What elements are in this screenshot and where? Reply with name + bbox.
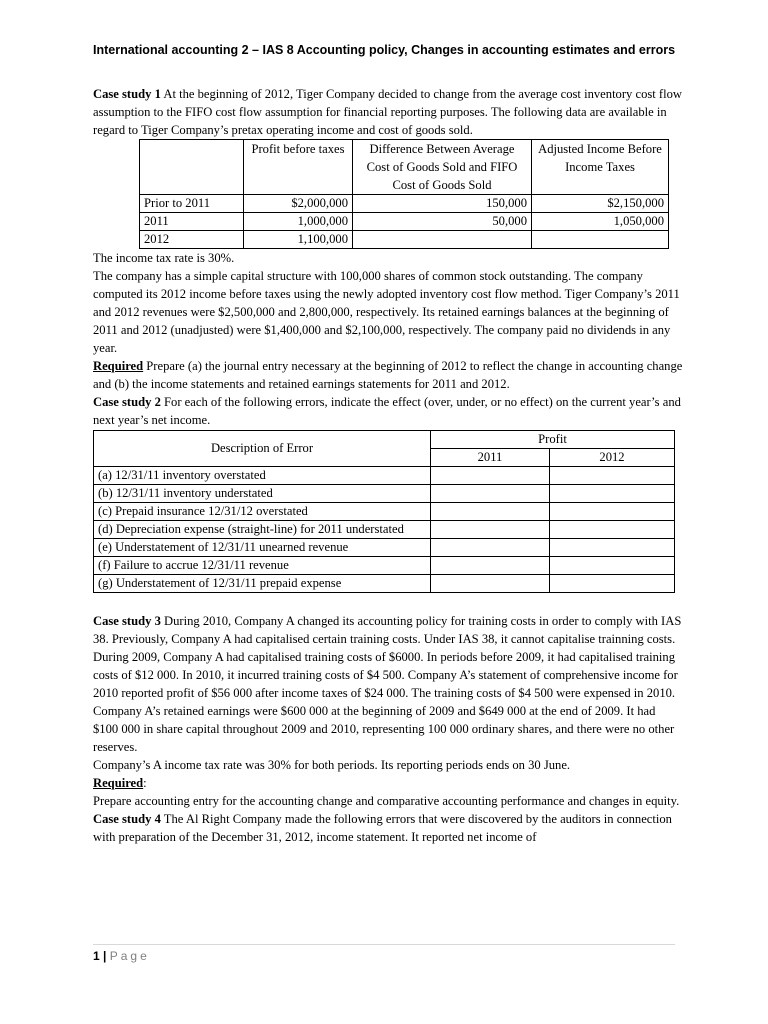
footer-divider: [93, 944, 675, 945]
required-label: Required: [93, 359, 144, 373]
answer-cell: [431, 539, 550, 557]
answer-cell: [431, 467, 550, 485]
table-header-row: [94, 431, 675, 449]
table-row: [140, 195, 669, 213]
case1-intro: Case study 1 At the beginning of 2012, Tiger Company decided to change from the average cost inventory cost flow assumption to the FIFO cost flow assumption for financial reporting purposes. The following data are available in regard to Tiger Company’s pretax operating income and cost of goods sold.: [93, 87, 683, 137]
table-row: [140, 213, 669, 231]
case3-paragraph: During 2009, Company A had capitalised training costs of $6000. In periods before 2009, it had capitalised training costs of $12 000. In 2010, it incurred training costs of $4 500. Company A’s statement of comprehensive income for 2010 reported profit of $56 000 after income taxes of $24 000. The training costs of $4 500 were expensed in 2010.: [93, 650, 678, 700]
case1-required: Required Prepare (a) the journal entry necessary at the beginning of 2012 to reflect the change in accounting change and (b) the income statements and retained earnings statements for 2011 and 2012.: [93, 359, 683, 391]
table-cell: (c) Prepaid insurance 12/31/12 overstated: [94, 503, 431, 521]
answer-cell: [550, 575, 675, 593]
table-header-cell: Difference Between Average Cost of Goods Sold and FIFO Cost of Goods Sold: [353, 140, 532, 195]
table-cell: [353, 231, 532, 249]
answer-cell: [550, 557, 675, 575]
year-header: 2012: [550, 449, 675, 467]
case4-heading: Case study 4: [93, 812, 161, 826]
answer-cell: [431, 557, 550, 575]
table-header-cell: [140, 140, 244, 195]
page-footer: [93, 948, 150, 964]
case1-tax-rate: The income tax rate is 30%.: [93, 251, 235, 265]
table-row: [94, 539, 675, 557]
answer-cell: [431, 485, 550, 503]
spacer: [93, 593, 683, 612]
answer-cell: [431, 575, 550, 593]
case2-intro: Case study 2 For each of the following errors, indicate the effect (over, under, or no effect) on the current year’s and next year’s net income.: [93, 395, 681, 427]
case3-required-heading: Required:: [93, 776, 147, 790]
answer-cell: [550, 467, 675, 485]
table-cell: (b) 12/31/11 inventory understated: [94, 485, 431, 503]
table-row: [94, 557, 675, 575]
case1-details: The company has a simple capital structure with 100,000 shares of common stock outstanding. The company computed its 2012 income before taxes using the newly adopted inventory cost flow method. Tiger Company’s 2011 and 2012 revenues were $2,500,000 and 2,800,000, respectively. Its retained earnings balances at the beginning of 2011 and 2012 (unadjusted) were $1,400,000 and $2,100,000, respectively. The company paid no dividends in any year.: [93, 269, 680, 355]
table-row: [94, 503, 675, 521]
table-cell: Prior to 2011: [140, 195, 244, 213]
table-row: [94, 575, 675, 593]
table-row: [140, 231, 669, 249]
table-header-cell: Profit before taxes: [244, 140, 353, 195]
page-label: Page: [109, 949, 150, 963]
case3-required-text: Prepare accounting entry for the accounting change and comparative accounting performance and changes in equity.: [93, 794, 680, 808]
page-header: International accounting 2 – IAS 8 Accounting policy, Changes in accounting estimates and errors: [93, 43, 676, 57]
table-header-cell: Adjusted Income Before Income Taxes: [532, 140, 669, 195]
case2-table: [93, 430, 675, 593]
table-cell: 1,050,000: [532, 213, 669, 231]
table-cell: $2,000,000: [244, 195, 353, 213]
table-cell: (d) Depreciation expense (straight-line) for 2011 understated: [94, 521, 431, 539]
table-header-row: [140, 140, 669, 195]
year-header: 2011: [431, 449, 550, 467]
document-body: [93, 85, 683, 846]
table-cell: 150,000: [353, 195, 532, 213]
table-row: [94, 521, 675, 539]
answer-cell: [431, 503, 550, 521]
table-cell: 2011: [140, 213, 244, 231]
table-cell: (a) 12/31/11 inventory overstated: [94, 467, 431, 485]
case1-table: [139, 139, 669, 249]
case1-heading: Case study 1: [93, 87, 161, 101]
case3-heading: Case study 3: [93, 614, 161, 628]
case3-paragraph: Company A’s retained earnings were $600 000 at the beginning of 2009 and $649 000 at the end of 2009. It had $100 000 in share capital throughout 2009 and 2010, representing 100 000 ordinary shares, and there were no other reserves.: [93, 704, 675, 754]
answer-cell: [431, 521, 550, 539]
table-cell: $2,150,000: [532, 195, 669, 213]
answer-cell: [550, 485, 675, 503]
table-cell: 2012: [140, 231, 244, 249]
table-row: [94, 467, 675, 485]
table-cell: (e) Understatement of 12/31/11 unearned revenue: [94, 539, 431, 557]
table-cell: (g) Understatement of 12/31/11 prepaid expense: [94, 575, 431, 593]
table-cell: 1,000,000: [244, 213, 353, 231]
table-row: [94, 485, 675, 503]
footer-separator: |: [99, 949, 110, 963]
case3-paragraph: Company’s A income tax rate was 30% for both periods. Its reporting periods ends on 30 June.: [93, 758, 571, 772]
table-cell: 50,000: [353, 213, 532, 231]
table-cell: [532, 231, 669, 249]
page-number: 1: [93, 949, 100, 963]
answer-cell: [550, 521, 675, 539]
table-cell: 1,100,000: [244, 231, 353, 249]
case3-intro: Case study 3 During 2010, Company A changed its accounting policy for training costs in order to comply with IAS 38. Previously, Company A had capitalised certain training costs. Under IAS 38, it cannot capitalise trainning costs.: [93, 614, 682, 646]
case2-heading: Case study 2: [93, 395, 161, 409]
answer-cell: [550, 539, 675, 557]
case4-intro: Case study 4 The Al Right Company made the following errors that were discovered by the auditors in connection with preparation of the December 31, 2012, income statement. It reported net income of: [93, 812, 672, 844]
required-label: Required: [93, 776, 144, 790]
answer-cell: [550, 503, 675, 521]
profit-header: Profit: [431, 431, 675, 449]
table-cell: (f) Failure to accrue 12/31/11 revenue: [94, 557, 431, 575]
description-header: Description of Error: [94, 431, 431, 467]
